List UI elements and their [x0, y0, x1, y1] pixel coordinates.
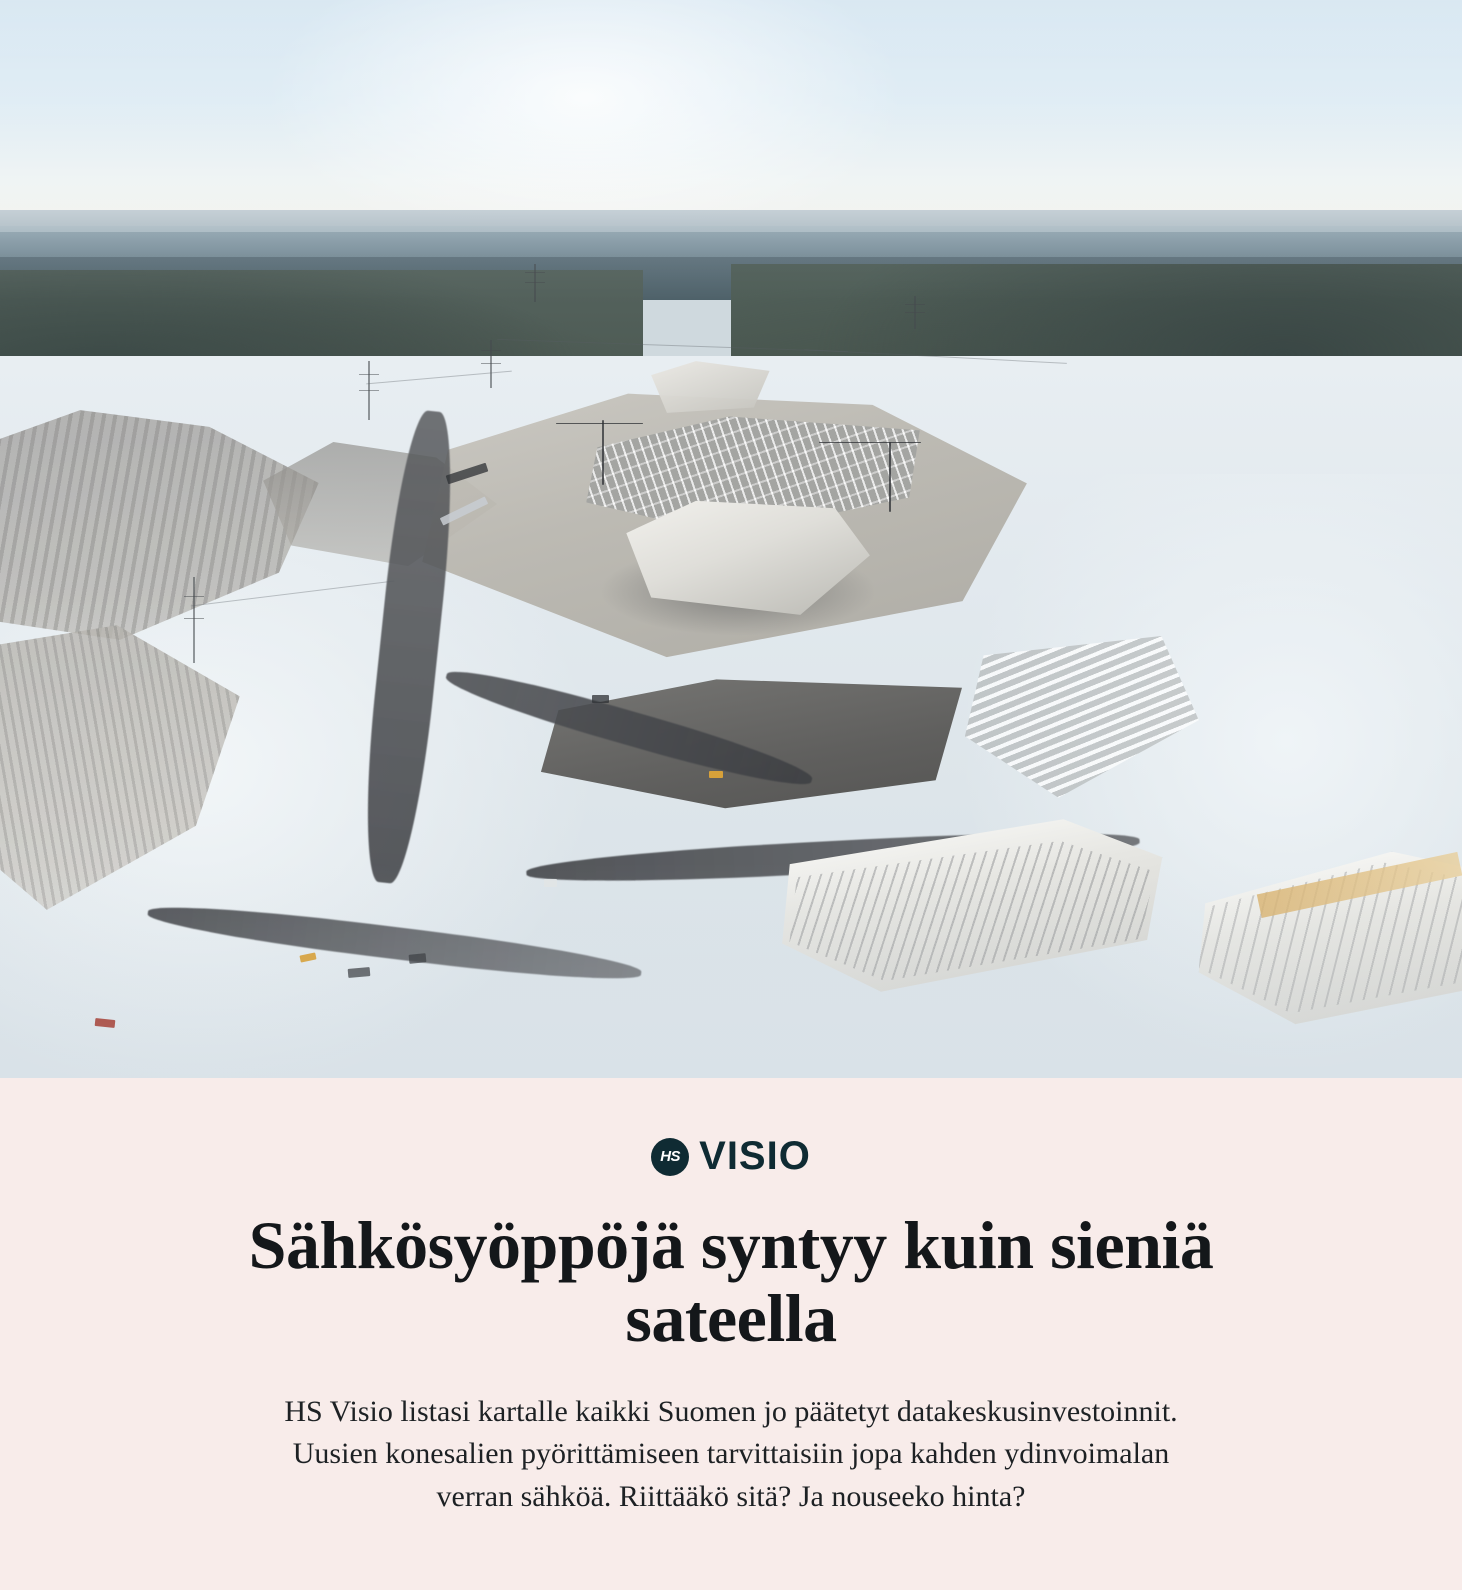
- crane-mast-1: [889, 442, 891, 512]
- article-standfirst: HS Visio listasi kartalle kaikki Suomen jo päätetyt datakeskusinvestoinnit. Uusien konesalien pyörittämiseen tarvittaisiin jopa kahden ydinvoimalan verran sähköä. Riittääkö sitä? Ja nouseeko hinta?: [284, 1394, 1178, 1513]
- machine-2: [709, 771, 723, 778]
- machine-3: [592, 695, 609, 703]
- crane-jib-1: [819, 442, 921, 443]
- power-pylon-2: [490, 340, 492, 389]
- power-pylon-5: [914, 296, 916, 328]
- page-title: Sähkösyöppöjä syntyy kuin sieniä sateella: [248, 1207, 1214, 1356]
- power-pylon-3: [534, 264, 536, 302]
- article-header: [0, 1078, 1462, 1548]
- car-1: [409, 953, 427, 964]
- hs-badge-icon: HS: [651, 1138, 689, 1176]
- visio-wordmark: VISIO: [699, 1134, 811, 1178]
- crane-jib-2: [556, 423, 644, 424]
- van-1: [544, 879, 557, 887]
- power-pylon-1: [368, 361, 370, 420]
- hs-visio-logo[interactable]: [0, 1134, 1462, 1179]
- truck-2: [95, 1018, 116, 1028]
- power-pylon-4: [193, 577, 195, 663]
